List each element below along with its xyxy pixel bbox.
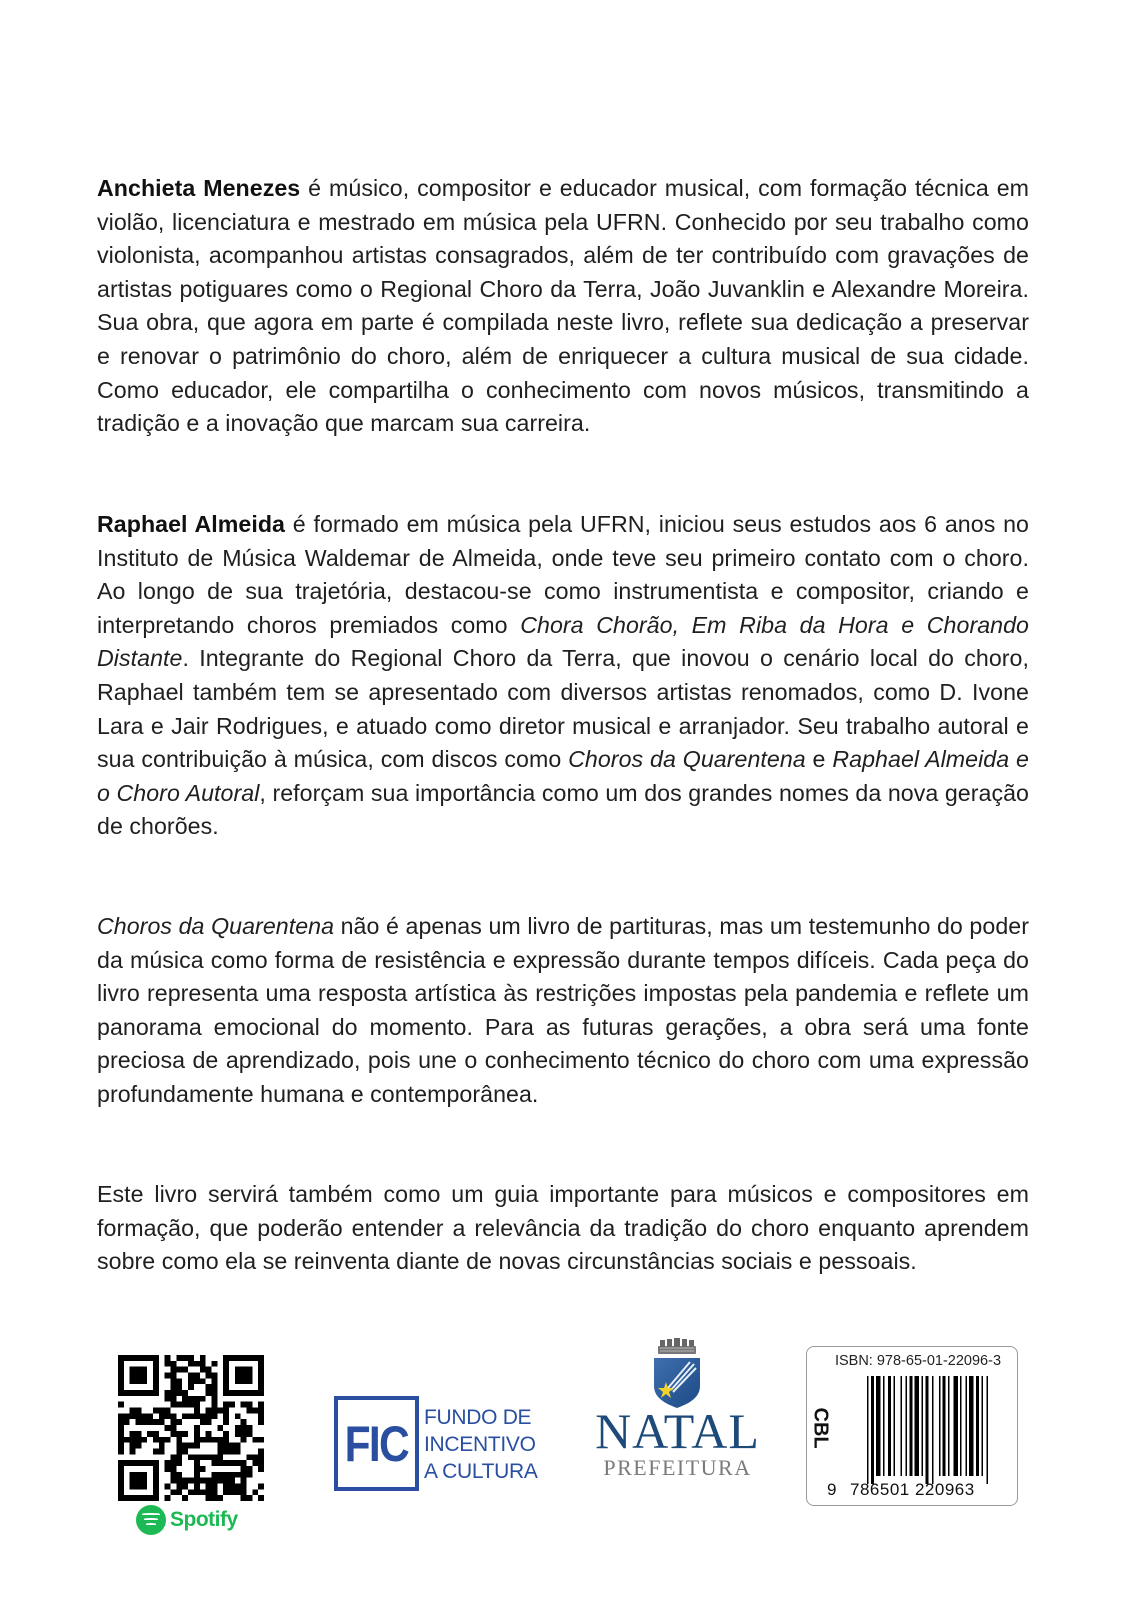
bio-text: . Integrante do Regional Choro da Terra, que inovou o cenário local do choro, Raphael também tem se apresentado com diversos artistas renomados, como D. Ivone Lara e Jair Rodrigues, e atuado como diretor musical e arranjador. Seu trabalho autoral e sua contribuição à música, com discos como [97,645,1029,773]
natal-subtitle: PREFEITURA [603,1455,752,1480]
qr-code-icon[interactable] [118,1355,264,1501]
natal-prefeitura-logo [590,1338,765,1488]
author-bio-anchieta [97,172,1029,441]
cbl-mark: CBL [809,1407,832,1449]
coat-of-arms-icon [650,1338,704,1410]
bio-text: e [805,746,833,773]
album-title: Choros da Quarentena [568,746,806,773]
spotify-label: Spotify [170,1508,238,1531]
bio-text: é formado em música pela UFRN, iniciou seus estudos aos 6 anos no Instituto de Música Waldemar de Almeida, onde teve seu primeiro contato com o choro. Ao longo de sua trajetória, destacou-se como instrumentista e compositor, criando e interpretando choros premiados como [97,511,1029,638]
bio-text: , reforçam sua importância como um dos grandes nomes da nova geração de chorões. [97,779,1029,840]
isbn-digit-first: 9 [827,1480,837,1499]
fic-letters: FIC [344,1415,409,1472]
isbn-label: ISBN: 978-65-01-22096-3 [834,1353,1002,1369]
book-purpose [97,1178,1029,1279]
natal-title: NATAL [595,1403,760,1459]
barcode-icon [867,1376,1007,1484]
spotify-icon [136,1505,166,1535]
fic-box [334,1396,419,1491]
author-name: Raphael Almeida [97,511,285,537]
author-bio-raphael [97,508,1029,844]
album-title: Raphael Almeida e o Choro Autoral [97,746,1029,806]
work-titles: Chora Chorão, Em Riba da Hora e Chorando Distante [97,611,1029,672]
spotify-qr-block[interactable] [118,1355,266,1540]
bio-text: é músico, compositor e educador musical, com formação técnica em violão, licenciatura e mestrado em música pela UFRN. Conhecido por seu trabalho como violonista, acompanhou artistas consagrados, além de ter contribuído com gravações de artistas potiguares como o Regional Choro da Terra, João Juvanklin e Alexandre Moreira. Sua obra, que agora em parte é compilada neste livro, reflete sua dedicação a preservar e renovar o patrimônio do choro, além de enriquecer a cultura musical de sua cidade. Como educador, ele compartilha o conhecimento com novos músicos, transmitindo a tradição e a inovação que marcam sua carreira. [97,175,1030,437]
description-text: não é apenas um livro de partituras, mas um testemunho do poder da música como forma de resistência e expressão durante tempos difíceis. Cada peça do livro representa uma resposta artística às restrições impostas pela pandemia e reflete um panorama emocional do momento. Para as futuras gerações, a obra será uma fonte preciosa de aprendizado, pois une o conhecimento técnico do choro com uma expressão profundamente humana e contemporânea. [97,913,1029,1107]
isbn-digits-rest: 786501 220963 [850,1480,975,1499]
fic-line: A CULTURA [424,1460,538,1483]
fic-text [424,1404,538,1485]
spotify-logo [136,1505,238,1535]
fic-line: INCENTIVO [424,1433,536,1456]
purpose-text: Este livro servirá também como um guia importante para músicos e compositores em formação, que poderão entender a relevância da tradição do choro enquanto aprendem sobre como ela se reinventa diante de novas circunstâncias sociais e pessoais. [97,1181,1029,1275]
isbn-barcode-block [806,1346,1018,1506]
fic-line: FUNDO DE [424,1406,532,1429]
book-title: Choros da Quarentena [97,913,335,939]
book-description [97,910,1029,1112]
author-name: Anchieta Menezes [97,175,301,201]
fic-logo [334,1396,544,1491]
